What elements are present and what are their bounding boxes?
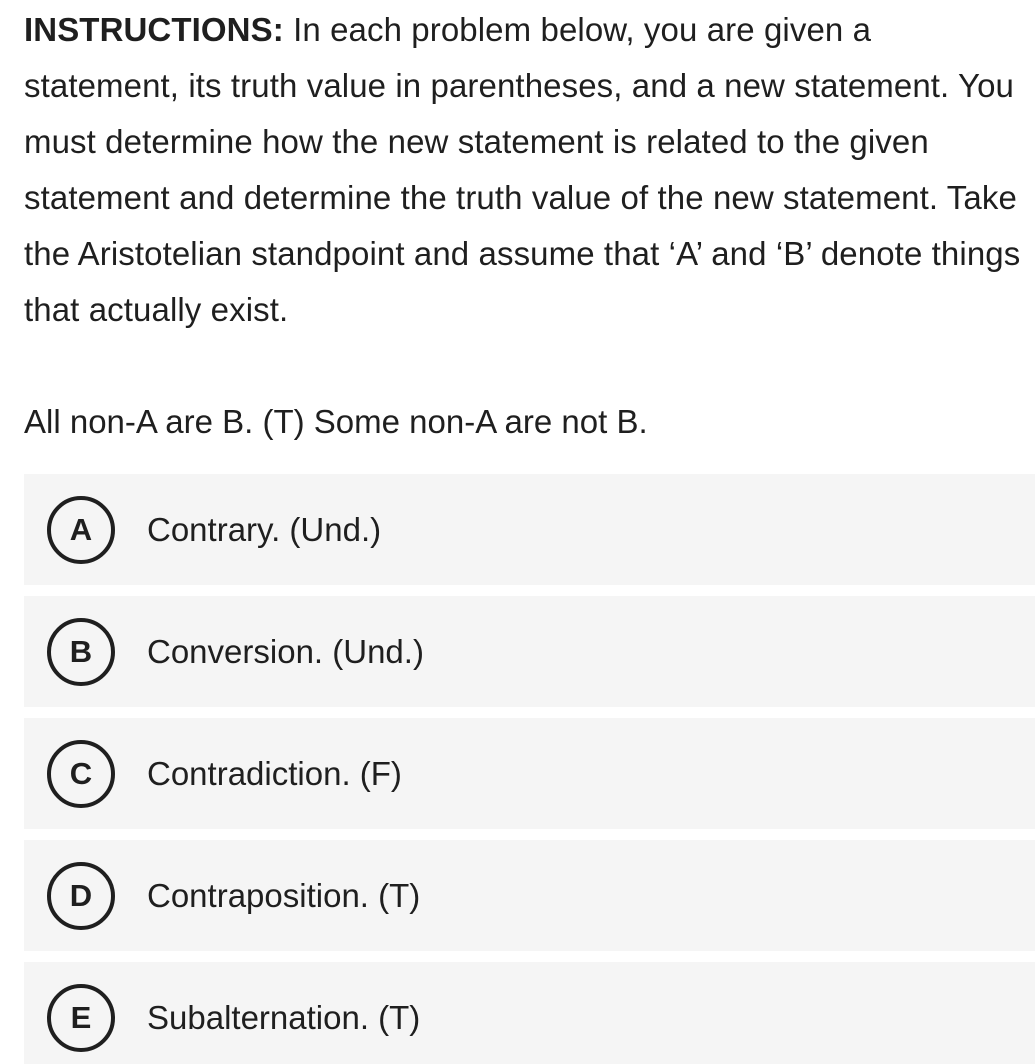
option-d[interactable] [24,840,1035,951]
option-label: Contradiction. (F) [147,754,402,792]
option-label: Contrary. (Und.) [147,510,382,548]
option-letter-badge: A [47,496,115,564]
option-letter-badge: C [47,740,115,808]
instructions-text: In each problem below, you are given a statement, its truth value in parentheses, and a new statement. You must determine how the new statement is related to the given statement and determine the truth value of the new statement. Take the Aristotelian standpoint and assume that ‘A’ and ‘B’ denote things that actually exist. [24,11,1021,328]
option-letter-badge: B [47,618,115,686]
option-label: Subalternation. (T) [147,998,421,1036]
option-label: Conversion. (Und.) [147,632,424,670]
option-b[interactable] [24,596,1035,707]
option-letter-badge: E [47,984,115,1052]
option-c[interactable] [24,718,1035,829]
option-e[interactable] [24,962,1035,1064]
question-statement: All non-A are B. (T) Some non-A are not B. [24,403,648,440]
option-letter-badge: D [47,862,115,930]
option-a[interactable] [24,474,1035,585]
option-label: Contraposition. (T) [147,876,421,914]
answer-options [24,474,1035,1064]
instructions-lead: INSTRUCTIONS: [24,11,284,48]
instructions-paragraph [24,2,1029,338]
